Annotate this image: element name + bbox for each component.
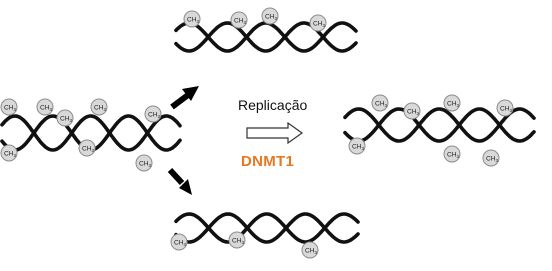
methyl-subscript: 3: [157, 114, 161, 120]
daughter-helix-top-strand-1: [176, 23, 356, 51]
replication-label: Replicação: [238, 97, 308, 113]
methyl-label: $CH_3$: [500, 105, 513, 114]
methyl-group-2: [37, 99, 53, 115]
methyl-label: $CH_3$: [305, 247, 318, 256]
dnmt1-label: DNMT1: [241, 153, 295, 170]
methyl-label: $CH_3$: [234, 17, 247, 26]
methyl-group-15: [302, 242, 318, 258]
methyl-subscript: 3: [91, 148, 95, 154]
methyl-label: $CH_3$: [187, 16, 200, 25]
methyl-label: $CH_3$: [375, 100, 388, 109]
methyl-subscript: 3: [241, 240, 245, 246]
methyl-subscript: 3: [103, 107, 107, 113]
methyl-label: $CH_3$: [447, 100, 460, 109]
methyl-subscript: 3: [183, 242, 187, 248]
methyl-label: $CH_3$: [139, 160, 152, 169]
methyl-subscript: 3: [495, 158, 499, 164]
methyl-subscript: 3: [243, 20, 247, 26]
methyl-label: $CH_3$: [407, 108, 420, 117]
daughter-helix-bottom: [176, 214, 358, 242]
methyl-group-4: [91, 99, 107, 115]
methyl-group-16: [372, 95, 388, 111]
methyl-group-21: [444, 146, 460, 162]
methyl-group-12: [310, 15, 326, 31]
methyl-subscript: 3: [384, 103, 388, 109]
methyl-group-18: [444, 95, 460, 111]
methyl-label: $CH_3$: [40, 104, 53, 113]
methyl-group-17: [404, 103, 420, 119]
methyl-subscript: 3: [274, 16, 278, 22]
split-arrow-up-icon: [172, 86, 199, 107]
methyl-group-10: [231, 12, 247, 28]
methyl-group-1: [1, 99, 17, 115]
methyl-subscript: 3: [13, 107, 17, 113]
methyl-subscript: 3: [13, 153, 17, 159]
methyl-label: $CH_3$: [60, 115, 73, 124]
methyl-subscript: 3: [148, 163, 152, 169]
methyl-subscript: 3: [456, 154, 460, 160]
methyl-group-5: [145, 106, 161, 122]
methyl-subscript: 3: [314, 250, 318, 256]
methyl-label: $CH_3$: [265, 13, 278, 22]
methyl-subscript: 3: [322, 23, 326, 29]
methyl-label: $CH_3$: [94, 104, 107, 113]
methyl-group-22: [483, 150, 499, 166]
methyl-group-9: [184, 11, 200, 27]
methyl-subscript: 3: [509, 108, 513, 114]
methyl-group-8: [136, 155, 152, 171]
methyl-group-3: [57, 110, 73, 126]
methyl-subscript: 3: [49, 107, 53, 113]
methyl-group-13: [171, 234, 187, 250]
methyl-subscript: 3: [196, 19, 200, 25]
methyl-label: $CH_3$: [148, 111, 161, 120]
methyl-label: $CH_3$: [352, 143, 365, 152]
methyl-label: $CH_3$: [232, 237, 245, 246]
methyl-group-7: [79, 140, 95, 156]
daughter-helix-bottom-strand-1: [176, 214, 358, 242]
methyl-group-19: [497, 100, 513, 116]
methyl-label: $CH_3$: [174, 239, 187, 248]
methyl-subscript: 3: [416, 111, 420, 117]
methyl-subscript: 3: [456, 103, 460, 109]
methyl-label: $CH_3$: [4, 150, 17, 159]
daughter-helix-top-strand-2: [176, 23, 356, 51]
daughter-helix-top: [176, 23, 356, 51]
methyl-subscript: 3: [361, 146, 365, 152]
methyl-label: $CH_3$: [486, 155, 499, 164]
methyl-group-11: [262, 8, 278, 24]
methyl-label: $CH_3$: [82, 145, 95, 154]
process-arrow-icon: [247, 123, 302, 143]
split-arrow-down-icon: [170, 170, 192, 195]
methyl-label: $CH_3$: [447, 151, 460, 160]
methyl-group-6: [1, 145, 17, 161]
methyl-label: $CH_3$: [4, 104, 17, 113]
daughter-helix-bottom-strand-2: [176, 214, 358, 242]
methyl-label: $CH_3$: [313, 20, 326, 29]
methyl-group-20: [349, 138, 365, 154]
methyl-subscript: 3: [69, 118, 73, 124]
methyl-group-14: [229, 232, 245, 248]
